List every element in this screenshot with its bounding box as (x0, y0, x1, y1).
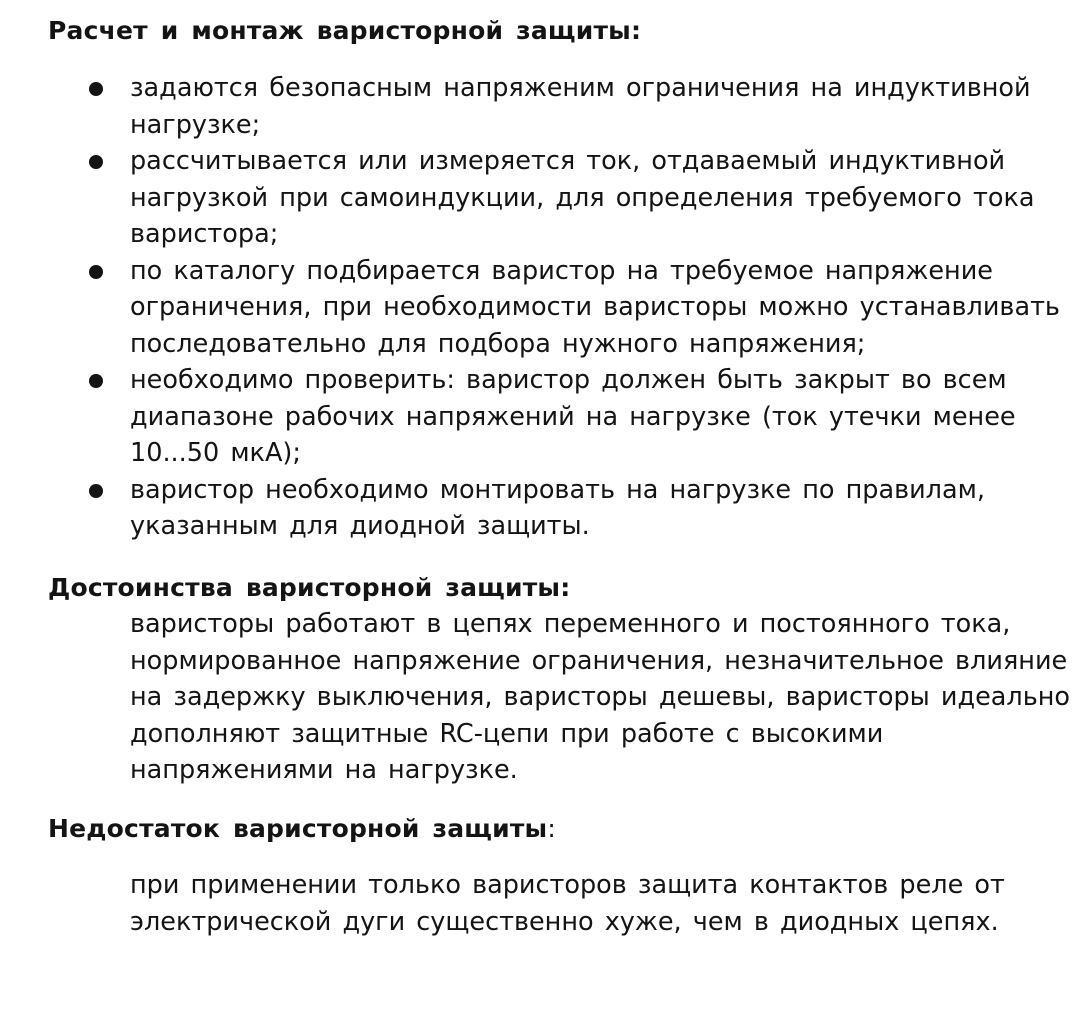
list-item-line: последовательно для подбора нужного напряжения; (130, 328, 866, 359)
paragraph-line: варисторы работают в цепях переменного и постоянного тока, (130, 609, 1011, 639)
paragraph-line: нормированное напряжение ограничения, незначительное влияние (130, 645, 1068, 676)
calculation-steps-list (130, 70, 1060, 545)
paragraph-line: на задержку выключения, варисторы дешевы, варисторы идеально (130, 682, 1071, 712)
section-heading-disadvantage (48, 814, 556, 844)
paragraph-line: напряжениями на нагрузке. (130, 755, 518, 785)
list-item (130, 472, 1060, 545)
bullet-icon (89, 82, 103, 96)
list-item-line: необходимо проверить: варистор должен быть закрыт во всем (130, 365, 1007, 395)
list-item-line: варистора; (130, 219, 279, 249)
list-item-line: задаются безопасным напряженим ограничения на индуктивной (130, 73, 1031, 103)
heading-colon: : (547, 814, 556, 843)
list-item-line: нагрузкой при самоиндукции, для определения требуемого тока (130, 182, 1035, 213)
bullet-icon (89, 484, 103, 498)
section-heading-calculation: Расчет и монтаж варисторной защиты: (48, 16, 642, 45)
heading-text: Недостаток варисторной защиты (48, 814, 548, 843)
list-item-line: рассчитывается или измеряется ток, отдаваемый индуктивной (130, 146, 1006, 176)
advantages-paragraph (130, 606, 1070, 789)
list-item-line: нагрузке; (130, 109, 261, 140)
paragraph-line: дополняют защитные RC-цепи при работе с высокими (130, 718, 884, 749)
paragraph-line: электрической дуги существенно хуже, чем в диодных цепях. (130, 906, 999, 937)
list-item-line: указанным для диодной защиты. (130, 511, 590, 541)
bullet-icon (89, 155, 103, 169)
paragraph-line: при применении только варисторов защита контактов реле от (130, 870, 1005, 900)
bullet-icon (89, 265, 103, 279)
disadvantage-paragraph (130, 867, 1005, 940)
list-item (130, 143, 1060, 253)
list-item-line: варистор необходимо монтировать на нагрузке по правилам, (130, 474, 985, 505)
list-item-line: по каталогу подбирается варистор на требуемое напряжение (130, 255, 993, 286)
list-item (130, 70, 1060, 143)
list-item (130, 362, 1060, 472)
list-item-line: 10...50 мкА); (130, 438, 301, 468)
list-item (130, 253, 1060, 363)
bullet-icon (89, 374, 103, 388)
list-item-line: ограничения, при необходимости варисторы можно устанавливать (130, 292, 1060, 322)
section-heading-advantages: Достоинства варисторной защиты: (48, 573, 571, 602)
list-item-line: диапазоне рабочих напряжений на нагрузке (ток утечки менее (130, 401, 1016, 432)
